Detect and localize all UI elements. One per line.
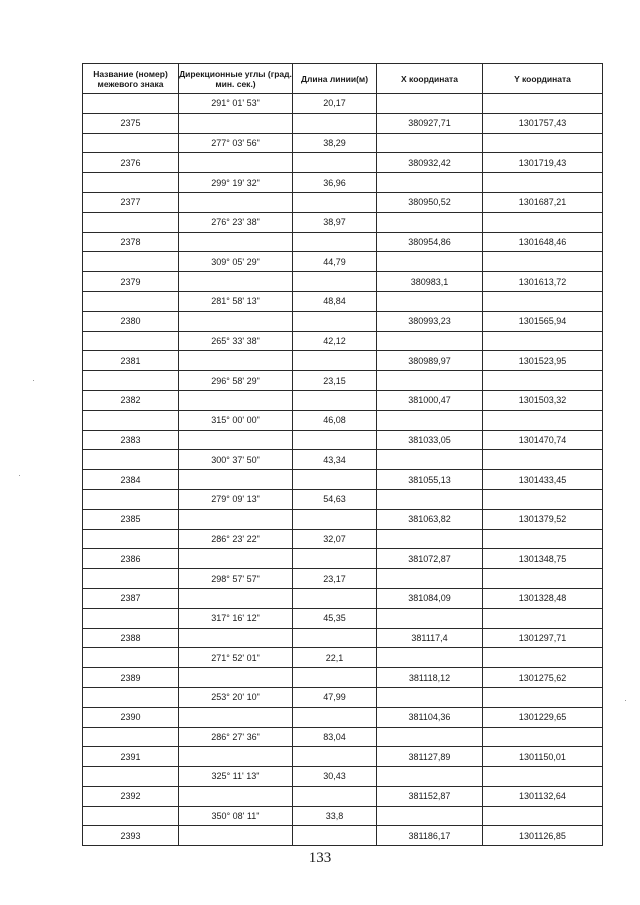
- cell-x-coordinate: 381186,17: [377, 826, 483, 846]
- cell-line-length: 47,99: [293, 687, 377, 707]
- table-row: [83, 410, 603, 430]
- cell-mark-name: 2377: [83, 192, 179, 212]
- cell-mark-name: 2375: [83, 113, 179, 133]
- cell-y-coordinate: 1301503,32: [483, 390, 603, 410]
- page-number: 133: [308, 850, 332, 866]
- cell-line-length: [293, 588, 377, 608]
- cell-y-coordinate: 1301523,95: [483, 351, 603, 371]
- table-row: [83, 668, 603, 688]
- cell-mark-name: [83, 489, 179, 509]
- table-row: [83, 212, 603, 232]
- cell-directional-angle: 286° 27' 36": [179, 727, 293, 747]
- cell-directional-angle: 276° 23' 38": [179, 212, 293, 232]
- cell-mark-name: 2379: [83, 272, 179, 292]
- cell-x-coordinate: 381000,47: [377, 390, 483, 410]
- cell-mark-name: 2378: [83, 232, 179, 252]
- cell-mark-name: [83, 371, 179, 391]
- cell-x-coordinate: 381084,09: [377, 588, 483, 608]
- cell-mark-name: [83, 529, 179, 549]
- cell-directional-angle: [179, 747, 293, 767]
- boundary-marks-table: [82, 63, 603, 846]
- cell-directional-angle: [179, 272, 293, 292]
- table-row: [83, 767, 603, 787]
- table-row: [83, 529, 603, 549]
- cell-x-coordinate: [377, 371, 483, 391]
- table-row: [83, 549, 603, 569]
- cell-mark-name: 2390: [83, 707, 179, 727]
- cell-y-coordinate: 1301470,74: [483, 430, 603, 450]
- cell-directional-angle: 291° 01' 53": [179, 94, 293, 114]
- cell-x-coordinate: 381033,05: [377, 430, 483, 450]
- table-row: [83, 569, 603, 589]
- cell-y-coordinate: 1301613,72: [483, 272, 603, 292]
- cell-directional-angle: [179, 232, 293, 252]
- cell-line-length: 43,34: [293, 450, 377, 470]
- table-row: [83, 232, 603, 252]
- cell-y-coordinate: [483, 687, 603, 707]
- cell-mark-name: 2393: [83, 826, 179, 846]
- table-row: [83, 588, 603, 608]
- table-row: [83, 173, 603, 193]
- table-row: [83, 252, 603, 272]
- cell-directional-angle: 279° 09' 13": [179, 489, 293, 509]
- cell-mark-name: [83, 331, 179, 351]
- cell-line-length: [293, 786, 377, 806]
- cell-y-coordinate: 1301687,21: [483, 192, 603, 212]
- cell-x-coordinate: [377, 212, 483, 232]
- cell-directional-angle: 315° 00' 00": [179, 410, 293, 430]
- cell-x-coordinate: 380989,97: [377, 351, 483, 371]
- cell-directional-angle: [179, 470, 293, 490]
- table-row: [83, 747, 603, 767]
- cell-directional-angle: 325° 11' 13": [179, 767, 293, 787]
- cell-x-coordinate: 380932,42: [377, 153, 483, 173]
- cell-mark-name: 2382: [83, 390, 179, 410]
- cell-x-coordinate: [377, 767, 483, 787]
- cell-line-length: 45,35: [293, 608, 377, 628]
- table-row: [83, 727, 603, 747]
- cell-line-length: [293, 311, 377, 331]
- cell-y-coordinate: 1301150,01: [483, 747, 603, 767]
- cell-y-coordinate: 1301275,62: [483, 668, 603, 688]
- cell-mark-name: [83, 173, 179, 193]
- cell-y-coordinate: [483, 806, 603, 826]
- cell-line-length: 54,63: [293, 489, 377, 509]
- header-row: [83, 64, 603, 94]
- cell-x-coordinate: 380983,1: [377, 272, 483, 292]
- cell-line-length: [293, 232, 377, 252]
- cell-directional-angle: [179, 786, 293, 806]
- cell-mark-name: [83, 450, 179, 470]
- cell-x-coordinate: 381118,12: [377, 668, 483, 688]
- cell-x-coordinate: [377, 410, 483, 430]
- cell-x-coordinate: 380993,23: [377, 311, 483, 331]
- table-body: [83, 94, 603, 846]
- cell-directional-angle: [179, 549, 293, 569]
- table-row: [83, 509, 603, 529]
- cell-line-length: [293, 390, 377, 410]
- cell-y-coordinate: [483, 648, 603, 668]
- cell-mark-name: 2376: [83, 153, 179, 173]
- cell-x-coordinate: [377, 331, 483, 351]
- cell-x-coordinate: 381055,13: [377, 470, 483, 490]
- table-row: [83, 371, 603, 391]
- table-row: [83, 113, 603, 133]
- cell-mark-name: [83, 291, 179, 311]
- cell-line-length: [293, 549, 377, 569]
- cell-mark-name: [83, 648, 179, 668]
- cell-x-coordinate: 381072,87: [377, 549, 483, 569]
- cell-x-coordinate: [377, 291, 483, 311]
- cell-mark-name: [83, 767, 179, 787]
- cell-y-coordinate: 1301648,46: [483, 232, 603, 252]
- cell-directional-angle: 298° 57' 57": [179, 569, 293, 589]
- cell-mark-name: 2388: [83, 628, 179, 648]
- cell-mark-name: 2385: [83, 509, 179, 529]
- cell-y-coordinate: 1301328,48: [483, 588, 603, 608]
- cell-line-length: 20,17: [293, 94, 377, 114]
- header-x-coordinate: X координата: [377, 64, 483, 94]
- table-row: [83, 331, 603, 351]
- cell-directional-angle: 350° 08' 11": [179, 806, 293, 826]
- cell-line-length: 36,96: [293, 173, 377, 193]
- cell-x-coordinate: 381063,82: [377, 509, 483, 529]
- cell-mark-name: 2392: [83, 786, 179, 806]
- table-row: [83, 133, 603, 153]
- cell-mark-name: [83, 727, 179, 747]
- cell-mark-name: 2387: [83, 588, 179, 608]
- cell-line-length: 30,43: [293, 767, 377, 787]
- cell-y-coordinate: 1301348,75: [483, 549, 603, 569]
- cell-mark-name: 2381: [83, 351, 179, 371]
- cell-directional-angle: 271° 52' 01": [179, 648, 293, 668]
- cell-mark-name: [83, 569, 179, 589]
- cell-line-length: [293, 826, 377, 846]
- cell-y-coordinate: [483, 212, 603, 232]
- cell-directional-angle: [179, 430, 293, 450]
- cell-y-coordinate: [483, 569, 603, 589]
- cell-directional-angle: [179, 628, 293, 648]
- cell-y-coordinate: 1301757,43: [483, 113, 603, 133]
- table-row: [83, 826, 603, 846]
- cell-x-coordinate: [377, 529, 483, 549]
- cell-directional-angle: [179, 351, 293, 371]
- cell-y-coordinate: [483, 133, 603, 153]
- cell-y-coordinate: [483, 331, 603, 351]
- cell-directional-angle: 286° 23' 22": [179, 529, 293, 549]
- cell-mark-name: [83, 410, 179, 430]
- cell-x-coordinate: [377, 450, 483, 470]
- cell-mark-name: 2380: [83, 311, 179, 331]
- cell-directional-angle: 300° 37' 50": [179, 450, 293, 470]
- cell-x-coordinate: 381152,87: [377, 786, 483, 806]
- cell-mark-name: [83, 94, 179, 114]
- cell-y-coordinate: [483, 410, 603, 430]
- cell-directional-angle: [179, 390, 293, 410]
- table-row: [83, 687, 603, 707]
- cell-mark-name: [83, 608, 179, 628]
- cell-directional-angle: [179, 192, 293, 212]
- cell-line-length: [293, 628, 377, 648]
- cell-y-coordinate: [483, 94, 603, 114]
- cell-directional-angle: [179, 311, 293, 331]
- cell-x-coordinate: [377, 687, 483, 707]
- cell-directional-angle: 296° 58' 29": [179, 371, 293, 391]
- cell-x-coordinate: [377, 133, 483, 153]
- scan-speck: [19, 475, 20, 476]
- cell-y-coordinate: 1301132,64: [483, 786, 603, 806]
- cell-mark-name: [83, 806, 179, 826]
- table-row: [83, 628, 603, 648]
- cell-line-length: 38,97: [293, 212, 377, 232]
- header-mark-name: Название (номер) межевого знака: [83, 64, 179, 94]
- table-row: [83, 470, 603, 490]
- cell-directional-angle: 299° 19' 32": [179, 173, 293, 193]
- table-row: [83, 786, 603, 806]
- cell-line-length: [293, 509, 377, 529]
- cell-directional-angle: 265° 33' 38": [179, 331, 293, 351]
- table-row: [83, 192, 603, 212]
- table-row: [83, 153, 603, 173]
- cell-x-coordinate: 380927,71: [377, 113, 483, 133]
- cell-y-coordinate: [483, 608, 603, 628]
- cell-directional-angle: 277° 03' 56": [179, 133, 293, 153]
- cell-directional-angle: [179, 707, 293, 727]
- table-row: [83, 489, 603, 509]
- cell-x-coordinate: [377, 252, 483, 272]
- cell-y-coordinate: 1301565,94: [483, 311, 603, 331]
- cell-mark-name: [83, 212, 179, 232]
- cell-y-coordinate: [483, 450, 603, 470]
- cell-line-length: [293, 470, 377, 490]
- cell-line-length: 33,8: [293, 806, 377, 826]
- cell-y-coordinate: 1301719,43: [483, 153, 603, 173]
- cell-y-coordinate: [483, 252, 603, 272]
- cell-line-length: 32,07: [293, 529, 377, 549]
- table-row: [83, 608, 603, 628]
- cell-y-coordinate: [483, 529, 603, 549]
- table-row: [83, 94, 603, 114]
- cell-x-coordinate: [377, 94, 483, 114]
- cell-line-length: [293, 430, 377, 450]
- cell-x-coordinate: 381127,89: [377, 747, 483, 767]
- cell-directional-angle: [179, 509, 293, 529]
- cell-directional-angle: 281° 58' 13": [179, 291, 293, 311]
- cell-line-length: 48,84: [293, 291, 377, 311]
- cell-line-length: 22,1: [293, 648, 377, 668]
- cell-line-length: 38,29: [293, 133, 377, 153]
- table-header: [83, 64, 603, 94]
- cell-mark-name: 2383: [83, 430, 179, 450]
- table-row: [83, 272, 603, 292]
- cell-x-coordinate: [377, 608, 483, 628]
- scan-speck: [33, 380, 34, 381]
- cell-line-length: 23,15: [293, 371, 377, 391]
- cell-line-length: 42,12: [293, 331, 377, 351]
- table-row: [83, 351, 603, 371]
- cell-y-coordinate: [483, 727, 603, 747]
- cell-y-coordinate: 1301433,45: [483, 470, 603, 490]
- cell-directional-angle: [179, 826, 293, 846]
- cell-directional-angle: 309° 05' 29": [179, 252, 293, 272]
- cell-y-coordinate: 1301126,85: [483, 826, 603, 846]
- cell-line-length: [293, 707, 377, 727]
- cell-directional-angle: [179, 588, 293, 608]
- table-row: [83, 291, 603, 311]
- cell-x-coordinate: 380950,52: [377, 192, 483, 212]
- cell-directional-angle: 253° 20' 10": [179, 687, 293, 707]
- cell-directional-angle: [179, 668, 293, 688]
- cell-directional-angle: 317° 16' 12": [179, 608, 293, 628]
- cell-line-length: 23,17: [293, 569, 377, 589]
- cell-mark-name: [83, 687, 179, 707]
- cell-line-length: [293, 272, 377, 292]
- cell-line-length: [293, 192, 377, 212]
- cell-y-coordinate: [483, 173, 603, 193]
- cell-line-length: [293, 113, 377, 133]
- cell-x-coordinate: 381104,36: [377, 707, 483, 727]
- cell-y-coordinate: 1301379,52: [483, 509, 603, 529]
- cell-y-coordinate: [483, 371, 603, 391]
- cell-line-length: [293, 153, 377, 173]
- cell-x-coordinate: [377, 727, 483, 747]
- cell-line-length: [293, 747, 377, 767]
- header-y-coordinate: Y координата: [483, 64, 603, 94]
- cell-line-length: [293, 351, 377, 371]
- cell-mark-name: 2389: [83, 668, 179, 688]
- table-row: [83, 648, 603, 668]
- cell-mark-name: 2386: [83, 549, 179, 569]
- cell-x-coordinate: 381117,4: [377, 628, 483, 648]
- cell-x-coordinate: [377, 489, 483, 509]
- cell-directional-angle: [179, 153, 293, 173]
- cell-x-coordinate: [377, 569, 483, 589]
- table-row: [83, 430, 603, 450]
- cell-line-length: [293, 668, 377, 688]
- header-directional-angles: Дирекционные углы (град. мин. сек.): [179, 64, 293, 94]
- table-row: [83, 450, 603, 470]
- cell-y-coordinate: [483, 291, 603, 311]
- cell-line-length: 83,04: [293, 727, 377, 747]
- cell-line-length: 46,08: [293, 410, 377, 430]
- cell-mark-name: [83, 252, 179, 272]
- cell-line-length: 44,79: [293, 252, 377, 272]
- cell-y-coordinate: 1301229,65: [483, 707, 603, 727]
- header-line-length: Длина линии(м): [293, 64, 377, 94]
- table-row: [83, 707, 603, 727]
- cell-directional-angle: [179, 113, 293, 133]
- cell-x-coordinate: [377, 806, 483, 826]
- cell-mark-name: 2384: [83, 470, 179, 490]
- cell-mark-name: 2391: [83, 747, 179, 767]
- cell-x-coordinate: [377, 173, 483, 193]
- table-row: [83, 311, 603, 331]
- table-row: [83, 390, 603, 410]
- cell-x-coordinate: [377, 648, 483, 668]
- cell-y-coordinate: [483, 489, 603, 509]
- table-row: [83, 806, 603, 826]
- cell-mark-name: [83, 133, 179, 153]
- cell-x-coordinate: 380954,86: [377, 232, 483, 252]
- cell-y-coordinate: 1301297,71: [483, 628, 603, 648]
- scan-speck: [625, 700, 626, 701]
- cell-y-coordinate: [483, 767, 603, 787]
